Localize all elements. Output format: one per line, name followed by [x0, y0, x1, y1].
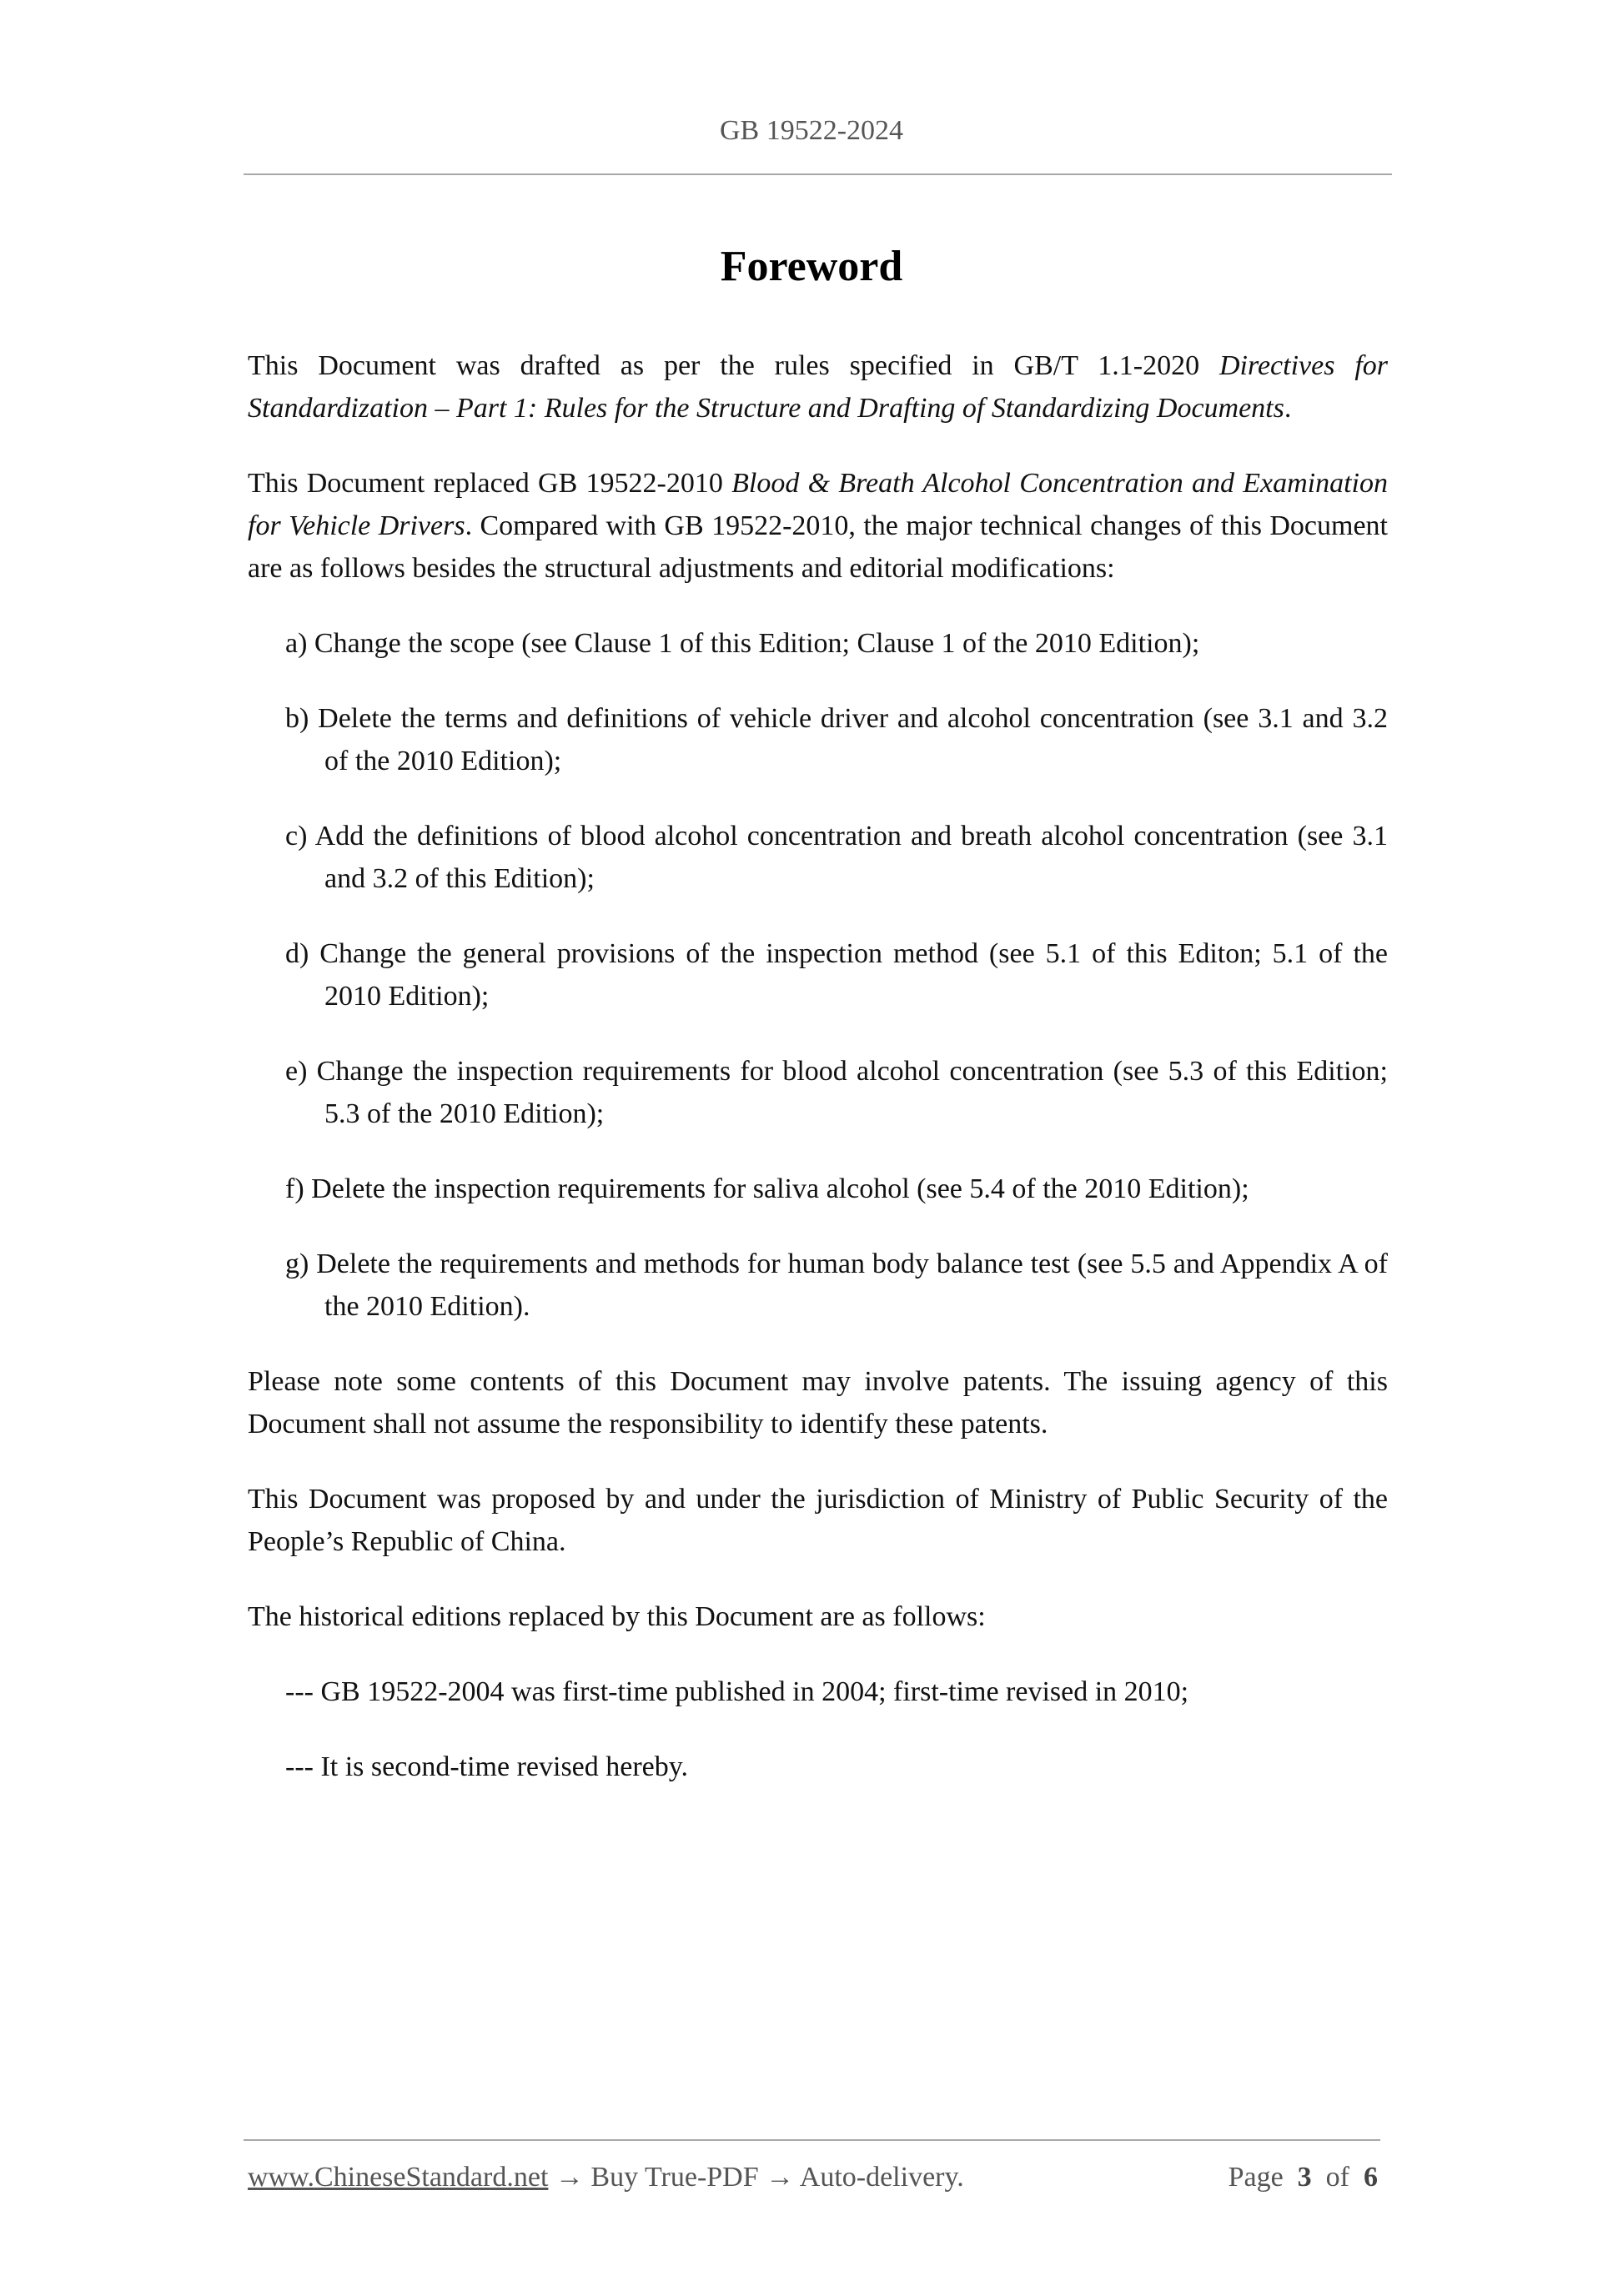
list-item: a) Change the scope (see Clause 1 of this Edition; Clause 1 of the 2010 Edition);	[285, 628, 1200, 659]
history-item: --- It is second-time revised hereby.	[285, 1751, 689, 1782]
of-label: of	[1325, 2162, 1349, 2193]
paragraph-replacement	[248, 462, 1388, 590]
running-header: GB 19522-2024	[719, 115, 904, 146]
list-item: c) Add the definitions of blood alcohol concentration and breath alcohol concentration (see 3.1 and 3.2 of this Edition);	[285, 821, 1388, 894]
website-link[interactable]: www.ChineseStandard.net	[248, 2162, 549, 2193]
header-divider	[244, 173, 1392, 175]
paragraph-drafting-rules	[248, 344, 1388, 430]
history-item: --- GB 19522-2004 was first-time published in 2004; first-time revised in 2010;	[285, 1676, 1189, 1707]
footer-divider	[244, 2139, 1380, 2141]
paragraph-patents: Please note some contents of this Document may involve patents. The issuing agency of this Document shall not assume the responsibility to identify these patents.	[248, 1366, 1388, 1439]
page-title: Foreword	[720, 243, 903, 290]
page-footer	[248, 2162, 1378, 2193]
current-page: 3	[1297, 2162, 1312, 2193]
list-item: b) Delete the terms and definitions of vehicle driver and alcohol concentration (see 3.1 and 3.2 of the 2010 Edition);	[285, 703, 1388, 776]
footer-tagline: → Buy True-PDF → Auto-delivery.	[548, 2162, 964, 2193]
text: .	[1284, 393, 1292, 424]
page-number	[1229, 2162, 1378, 2193]
page-label: Page	[1228, 2162, 1284, 2193]
document-body	[248, 344, 1388, 1821]
italic-title: Blood & Breath Alcohol Concentration and Examination for Vehicle Drivers	[248, 468, 1388, 541]
total-pages: 6	[1364, 2162, 1378, 2193]
text: This Document replaced GB 19522-2010	[248, 468, 732, 499]
text: This Document was drafted as per the rules specified in GB/T 1.1-2020	[248, 350, 1219, 381]
list-item: f) Delete the inspection requirements for saliva alcohol (see 5.4 of the 2010 Edition);	[285, 1173, 1249, 1204]
text: . Compared with GB 19522-2010, the major technical changes of this Document are as follows besides the structural adjustments and editorial modifications:	[248, 510, 1388, 584]
list-item: d) Change the general provisions of the inspection method (see 5.1 of this Editon; 5.1 of the 2010 Edition);	[285, 938, 1388, 1012]
list-item: e) Change the inspection requirements for blood alcohol concentration (see 5.3 of this Edition; 5.3 of the 2010 Edition);	[285, 1056, 1388, 1129]
paragraph-history-intro: The historical editions replaced by this Document are as follows:	[248, 1601, 986, 1632]
list-item: g) Delete the requirements and methods for human body balance test (see 5.5 and Appendix A of the 2010 Edition).	[285, 1248, 1388, 1322]
italic-title: Directives for Standardization – Part 1: Rules for the Structure and Drafting of Standardizing Documents	[248, 350, 1389, 424]
paragraph-jurisdiction: This Document was proposed by and under the jurisdiction of Ministry of Public Security of the People’s Republic of China.	[248, 1484, 1388, 1557]
